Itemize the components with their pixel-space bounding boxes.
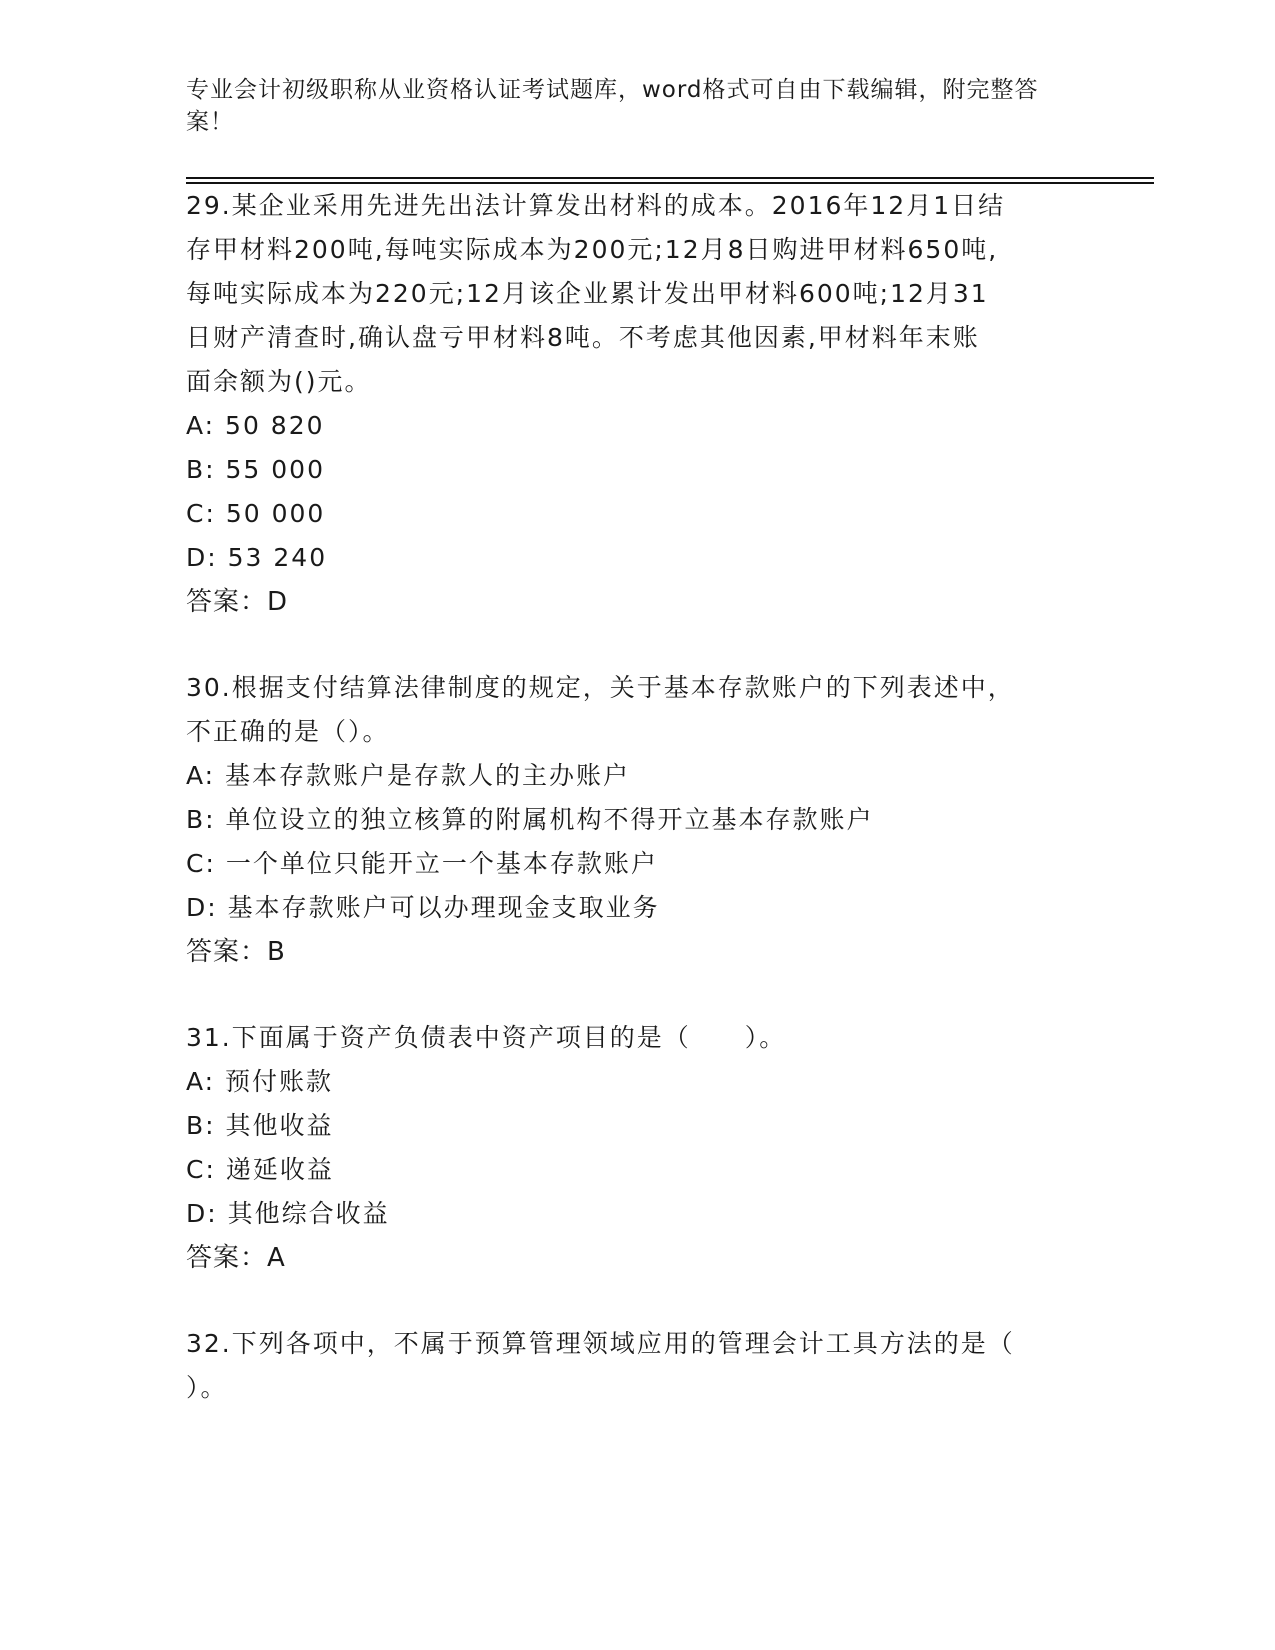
question-30-answer: 答案：B: [186, 937, 286, 967]
question-31-option-a: A: 预付账款: [186, 1067, 334, 1096]
question-32-stem-line-1: 32.下列各项中，不属于预算管理领域应用的管理会计工具方法的是（: [186, 1329, 1015, 1358]
question-29-option-d: D: 53 240: [186, 543, 328, 572]
question-29-stem-line-2: 存甲材料200吨,每吨实际成本为200元;12月8日购进甲材料650吨,: [186, 235, 999, 264]
document-header: 专业会计初级职称从业资格认证考试题库，word格式可自由下载编辑，附完整答案！: [186, 77, 1039, 135]
question-31-option-d: D: 其他综合收益: [186, 1199, 390, 1228]
question-29-option-c: C: 50 000: [186, 499, 326, 528]
question-30-option-c: C: 一个单位只能开立一个基本存款账户: [186, 849, 658, 878]
question-32-stem-line-2: ）。: [186, 1373, 228, 1402]
question-31-answer: 答案：A: [186, 1243, 286, 1273]
question-29-stem-line-4: 日财产清查时,确认盘亏甲材料8吨。不考虑其他因素,甲材料年末账: [186, 323, 980, 352]
question-29-stem-line-3: 每吨实际成本为220元;12月该企业累计发出甲材料600吨;12月31: [186, 279, 989, 308]
question-31-option-c: C: 递延收益: [186, 1155, 334, 1184]
question-30-stem-line-1: 30.根据支付结算法律制度的规定，关于基本存款账户的下列表述中，: [186, 673, 1015, 702]
question-31-option-b: B: 其他收益: [186, 1111, 334, 1140]
question-30-stem-line-2: 不正确的是（）。: [186, 717, 390, 746]
question-31-stem-line-1: 31.下面属于资产负债表中资产项目的是（ ）。: [186, 1023, 787, 1052]
question-30-option-a: A: 基本存款账户是存款人的主办账户: [186, 761, 631, 790]
header-divider-top: [186, 177, 1154, 179]
question-30-option-d: D: 基本存款账户可以办理现金支取业务: [186, 893, 660, 922]
question-29-answer: 答案：D: [186, 587, 289, 617]
question-29-stem-line-5: 面余额为()元。: [186, 367, 372, 396]
question-29-option-b: B: 55 000: [186, 455, 325, 484]
question-30-option-b: B: 单位设立的独立核算的附属机构不得开立基本存款账户: [186, 805, 874, 834]
header-divider-bottom: [186, 182, 1154, 184]
question-29-option-a: A: 50 820: [186, 411, 325, 440]
question-29-stem-line-1: 29.某企业采用先进先出法计算发出材料的成本。2016年12月1日结: [186, 191, 1006, 220]
